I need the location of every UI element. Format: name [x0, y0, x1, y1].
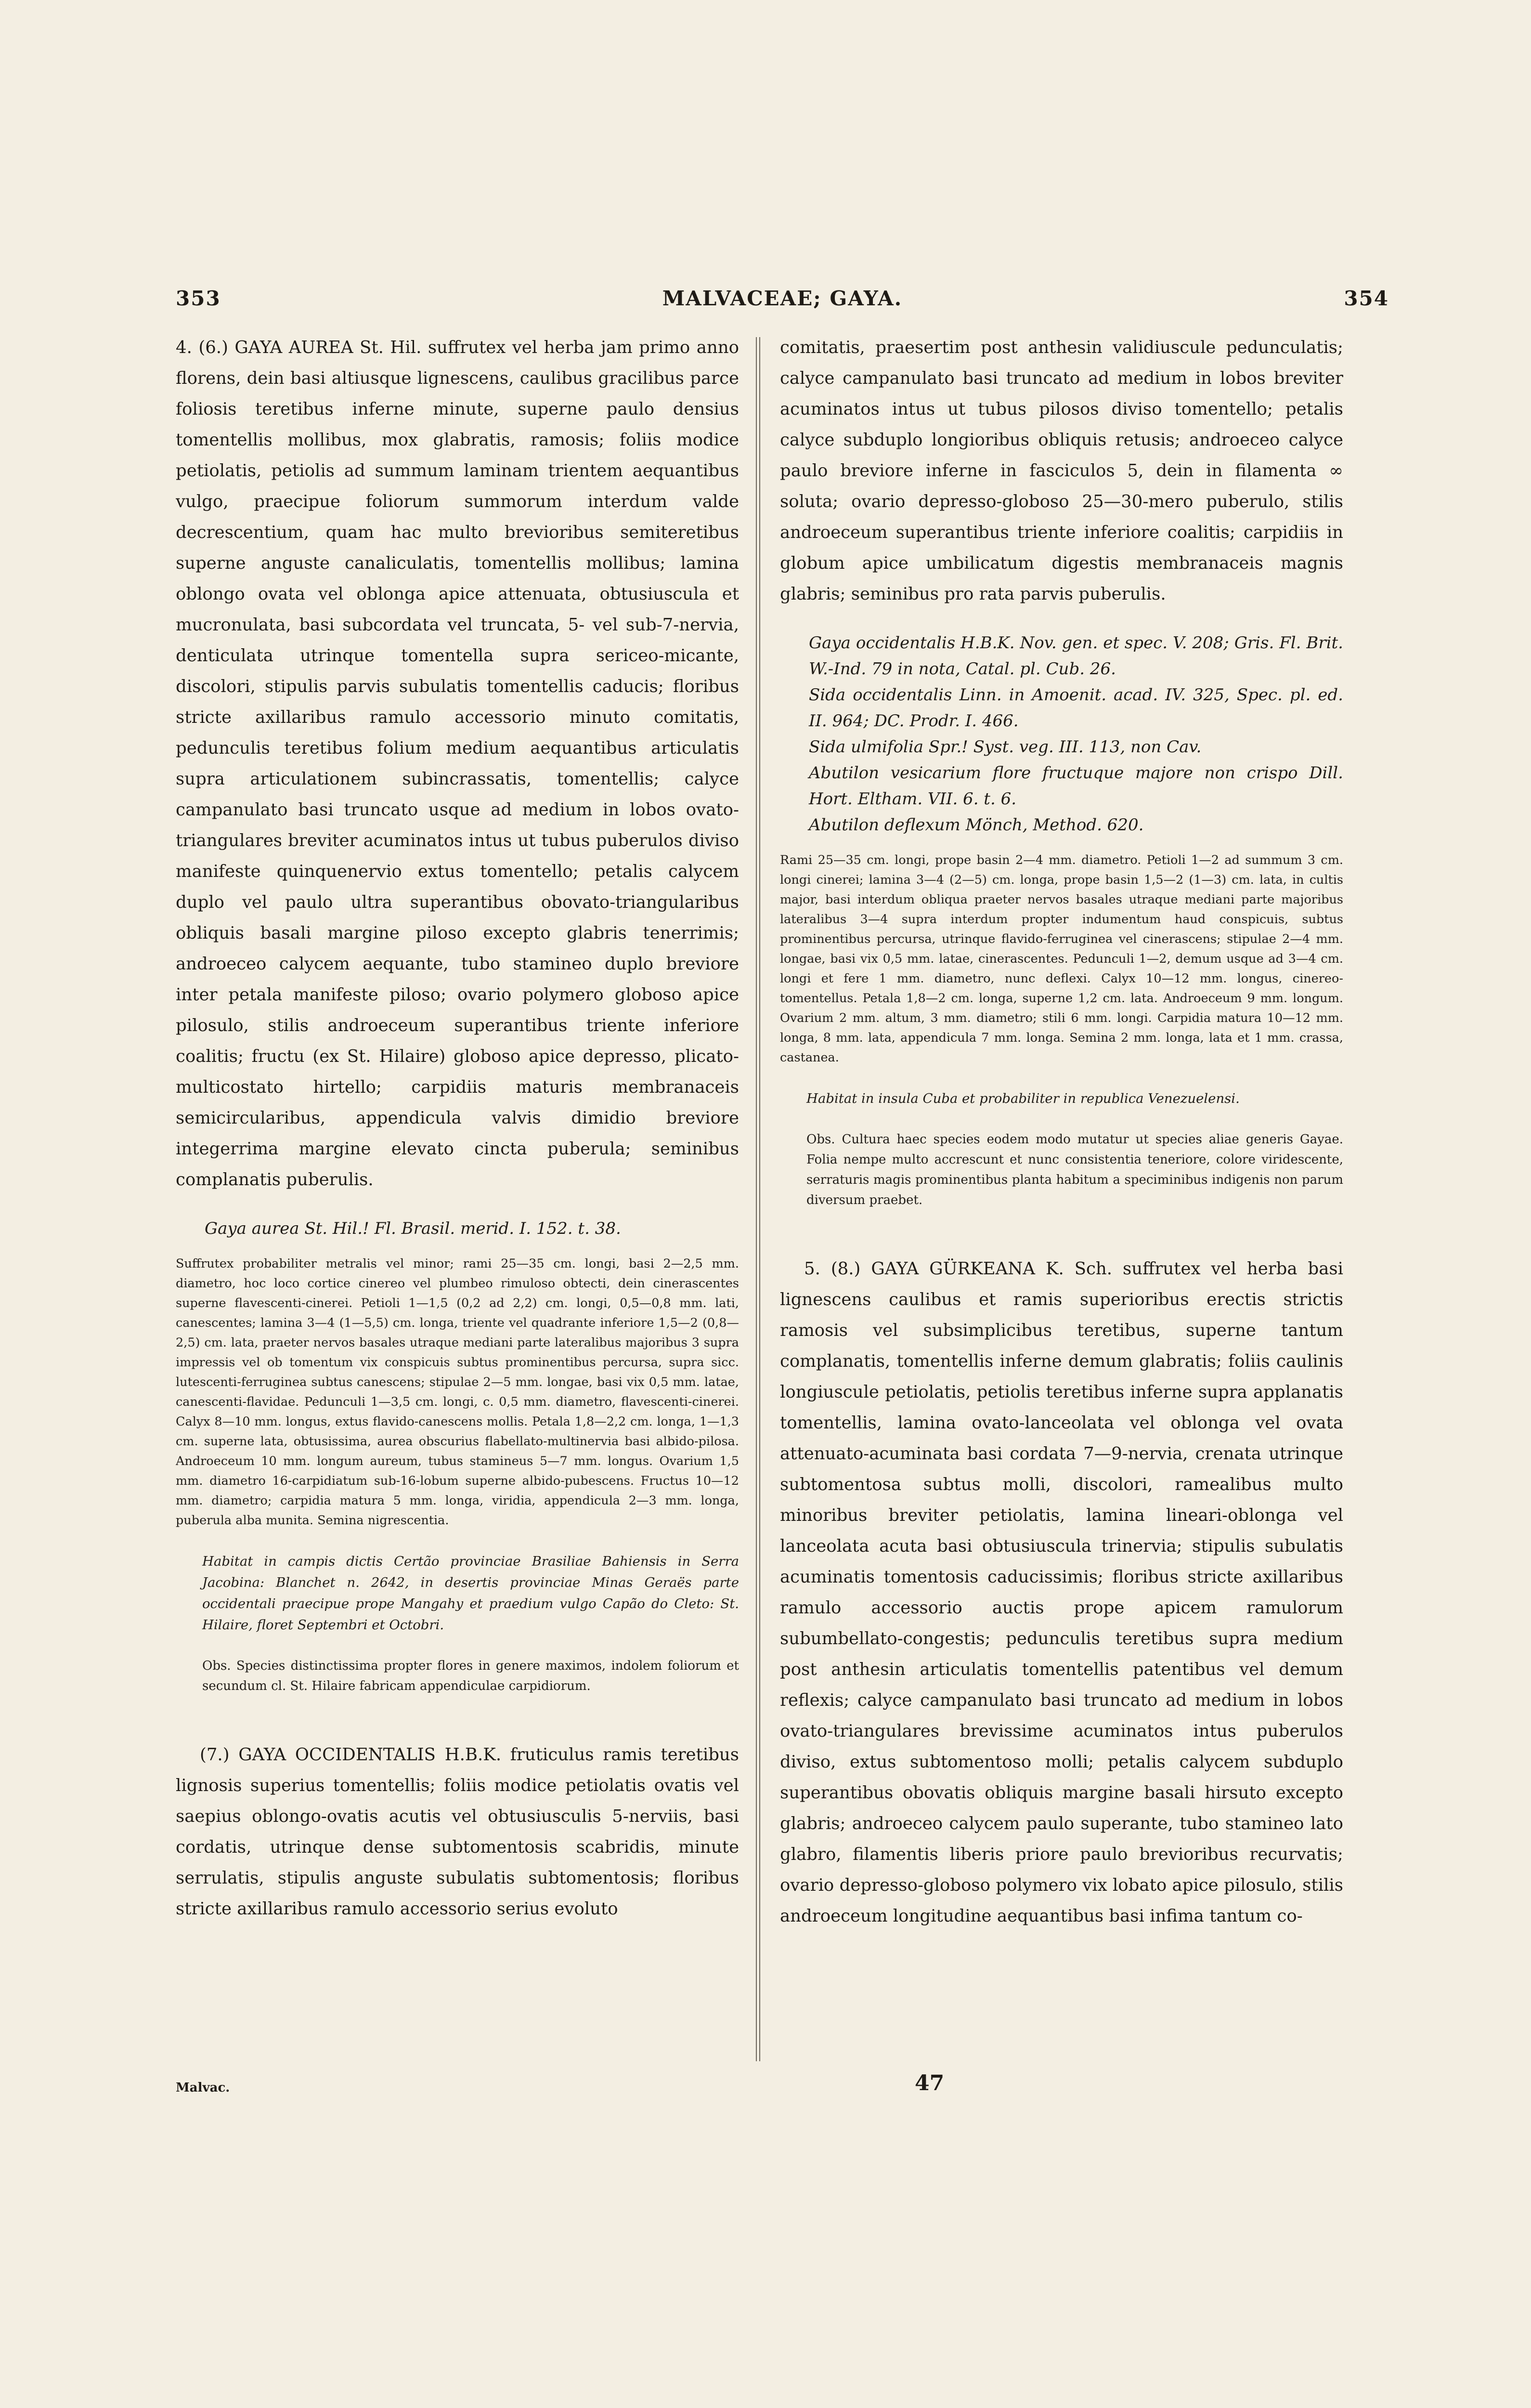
species-4-description: 4. (6.) GAYA AUREA St. Hil. suffrutex vel herba jam primo anno florens, dein basi altiusque lignescens, caulibus gracilibus parce foliosis teretibus inferne minute, superne paulo densius tomentellis mollibus, mox glabratis, ramosis; foliis modice petiolatis, petiolis ad summum laminam trientem aequantibus vulgo, praecipue foliorum summorum interdum valde decrescentium, quam hac multo brevioribus semiteretibus superne anguste canaliculatis, tomentellis mollibus; lamina oblongo ovata vel oblonga apice attenuata, obtusiuscula et mucronulata, basi subcordata vel truncata, 5- vel sub-7-nervia, denticulata utrinque tomentella supra sericeo-micante, discolori, stipulis parvis subulatis tomentellis caducis; floribus stricte axillaribus ramulo accessorio minuto comitatis, pedunculis teretibus folium medium aequantibus articulatis supra articulationem subincrassatis, tomentellis; calyce campanulato basi truncato usque ad medium in lobos ovato-triangulares breviter acuminatos intus ut tubus puberulos diviso manifeste quinquenervio extus tomentello; petalis calycem duplo vel paulo ultra superantibus obovato-triangularibus obliquis basali margine piloso excepto glabris tenerrimis; androeceo calycem aequante, tubo stamineo duplo breviore inter petala manifeste piloso; ovario polymero globoso apice pilosulo, stilis androeceum superantibus triente inferiore coalitis; fructu (ex St. Hilaire) globoso apice depresso, plicato-multicostato hirtello; carpidiis maturis membranaceis semicircularibus, appendicula valvis dimidio breviore integerrima margine elevato cincta puberula; seminibus complanatis puberulis.	[176, 338, 739, 1190]
running-title: MALVACEAE; GAYA.	[662, 287, 903, 310]
page-number-right: 354	[1344, 287, 1389, 310]
species-7-habitat: Habitat in insula Cuba et probabiliter in republica Venezuelensi.	[806, 1091, 1240, 1106]
species-4-reference: Gaya aurea St. Hil.! Fl. Brasil. merid. I. 152. t. 38.	[205, 1219, 621, 1238]
sheet-number: 47	[915, 2071, 945, 2095]
species-7-measurements: Rami 25—35 cm. longi, prope basin 2—4 mm. diametro. Petioli 1—2 ad summum 3 cm. longi cinerei; lamina 3—4 (2—5) cm. longa, prope basin 1,5—2 (1—3) cm. lata, in cultis major, basi interdum obliqua praeter nervos basales utraque mediani parte majoribus lateralibus 3—4 supra interdum propter indumentum haud conspicuis, subtus prominentibus percursa, utrinque flavido-ferruginea vel cinerascens; stipulae 2—4 mm. longae, basi vix 0,5 mm. latae, cinerascentes. Pedunculi 1—2, demum usque ad 3—4 cm. longi et fere 1 mm. diametro, nunc deflexi. Calyx 10—12 mm. longus, cinereo-tomentellus. Petala 1,8—2 cm. longa, superne 1,2 cm. lata. Androeceum 9 mm. longum. Ovarium 2 mm. altum, 3 mm. diametro; stili 6 mm. longi. Carpidia matura 10—12 mm. longa, 8 mm. lata, appendicula 7 mm. longa. Semina 2 mm. longa, lata et 1 mm. crassa, castanea.	[780, 853, 1343, 1065]
species-7-reference-2: Sida occidentalis Linn. in Amoenit. acad. IV. 325, Spec. pl. ed. II. 964; DC. Prodr. I. 466.	[809, 685, 1343, 731]
species-7-reference-5: Abutilon deflexum Mönch, Method. 620.	[809, 815, 1144, 835]
running-header	[176, 287, 1389, 320]
species-7-reference-3: Sida ulmifolia Spr.! Syst. veg. III. 113, non Cav.	[809, 737, 1202, 757]
species-4-measurements: Suffrutex probabiliter metralis vel minor; rami 25—35 cm. longi, basi 2—2,5 mm. diametro, hoc loco cortice cinereo vel plumbeo rimuloso obtecti, dein cinerascentes superne flavescenti-cinerei. Petioli 1—1,5 (0,2 ad 2,2) cm. longi, 0,5—0,8 mm. lati, canescentes; lamina 3—4 (1—5,5) cm. longa, triente vel quadrante inferiore 1,5—2 (0,8—2,5) cm. lata, praeter nervos basales utraque mediani parte lateralibus majoribus 3 supra impressis vel ob tomentum vix conspicuis subtus prominentibus percursa, supra sicc. lutescenti-ferruginea subtus canescens; stipulae 2—5 mm. longae, basi vix 0,5 mm. latae, canescenti-flavidae. Pedunculi 1—3,5 cm. longi, c. 0,5 mm. diametro, flavescenti-cinerei. Calyx 8—10 mm. longus, extus flavido-canescens mollis. Petala 1,8—2,2 cm. longa, 1—1,3 cm. superne lata, obtusissima, aurea obscurius flabellato-multinervia basi albido-pilosa. Androeceum 10 mm. longum aureum, tubus stamineus 5—7 mm. longus. Ovarium 1,5 mm. diametro 16-carpidiatum sub-16-lobum superne albido-pubescens. Fructus 10—12 mm. diametro; carpidia matura 5 mm. longa, viridia, appendicula 2—3 mm. longa, puberula alba munita. Semina nigrescentia.	[176, 1256, 739, 1528]
page-number-left: 353	[176, 287, 221, 310]
signature-mark: Malvac.	[176, 2081, 230, 2095]
species-7-reference-4: Abutilon vesicarium flore fructuque majore non crispo Dill. Hort. Eltham. VII. 6. t. 6.	[809, 763, 1343, 809]
species-4-observation: Obs. Species distinctissima propter flores in genere maximos, indolem foliorum et secundum cl. St. Hilaire fabricam appendiculae carpidiorum.	[202, 1659, 739, 1693]
species-7-description: (7.) GAYA OCCIDENTALIS H.B.K. fruticulus ramis teretibus lignosis superius tomentellis; foliis modice petiolatis ovatis vel saepius oblongo-ovatis acutis vel obtusiusculis 5-nerviis, basi cordatis, utrinque dense subtomentosis scabridis, minute serrulatis, stipulis anguste subulatis subtomentosis; floribus stricte axillaribus ramulo accessorio serius evoluto	[176, 1745, 739, 1919]
species-5-description: 5. (8.) GAYA GÜRKEANA K. Sch. suffrutex vel herba basi lignescens caulibus et ramis superioribus erectis strictis ramosis vel subsimplicibus teretibus, superne tantum complanatis, tomentellis inferne demum glabratis; foliis caulinis longiuscule petiolatis, petiolis teretibus inferne supra applanatis tomentellis, lamina ovato-lanceolata vel oblonga vel ovata attenuato-acuminata basi cordata 7—9-nervia, crenata utrinque subtomentosa subtus molli, discolori, ramealibus multo minoribus breviter petiolatis, lamina lineari-oblonga vel lanceolata acuta basi obtusiuscula trinervia; stipulis subulatis acuminatis tomentosis caducissimis; floribus stricte axillaribus ramulo accessorio auctis prope apicem ramulorum subumbellato-congestis; pedunculis teretibus supra medium post anthesin articulatis tomentellis patentibus vel demum reflexis; calyce campanulato basi truncato ad medium in lobos ovato-triangulares brevissime acuminatos intus puberulos diviso, extus subtomentoso molli; petalis calycem subduplo superantibus obovatis obliquis margine basali hirsuto excepto glabris; androeceo calycem paulo superante, tubo stamineo lato glabro, filamentis liberis priore paulo brevioribus recurvatis; ovario depresso-globoso polymero vix lobato apice pilosulo, stilis androeceum longitudine aequantibus basi infima tantum co-	[780, 1259, 1343, 1926]
left-column	[176, 332, 739, 2076]
species-7-reference-1: Gaya occidentalis H.B.K. Nov. gen. et spec. V. 208; Gris. Fl. Brit. W.-Ind. 79 in nota, Catal. pl. Cub. 26.	[809, 633, 1343, 679]
species-7-observation: Obs. Cultura haec species eodem modo mutatur ut species aliae generis Gayae. Folia nempe multo accrescunt et nunc consistentia teneriore, colore viridescente, serraturis magis prominentibus planta habitum a speciminibus indigenis non parum diversum praebet.	[806, 1132, 1343, 1207]
species-7-description-cont: comitatis, praesertim post anthesin validiuscule pedunculatis; calyce campanulato basi truncato ad medium in lobos breviter acuminatos intus ut tubus pilosos diviso tomentello; petalis calyce subduplo longioribus obliquis retusis; androeceo calyce paulo breviore inferne in fasciculos 5, dein in filamenta ∞ soluta; ovario depresso-globoso 25—30-mero puberulo, stilis androeceum superantibus triente inferiore coalitis; carpidiis in globum apice umbilicatum digestis membranaceis magnis glabris; seminibus pro rata parvis puberulis.	[780, 338, 1343, 604]
column-divider	[756, 337, 760, 2061]
right-column	[780, 332, 1343, 2076]
species-4-habitat: Habitat in campis dictis Certão provinciae Brasiliae Bahiensis in Serra Jacobina: Blanchet n. 2642, in desertis provinciae Minas Geraës parte occidentali praecipue prope Mangahy et praedium vulgo Capão do Cleto: St. Hilaire, floret Septembri et Octobri.	[202, 1554, 739, 1633]
